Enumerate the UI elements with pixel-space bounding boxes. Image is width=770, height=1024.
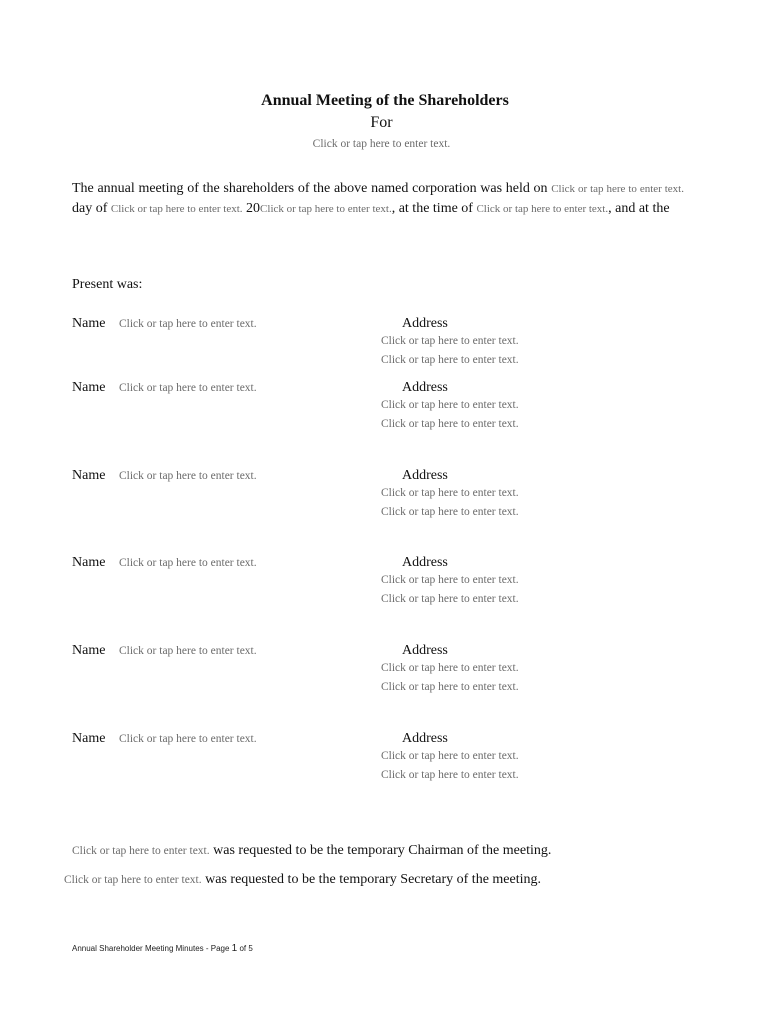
address-line2-field[interactable]: Click or tap here to enter text.	[381, 769, 519, 781]
name-label: Name	[72, 468, 106, 483]
attendee-row	[0, 468, 770, 528]
address-line2-field[interactable]: Click or tap here to enter text.	[381, 593, 519, 605]
footer-prefix: Annual Shareholder Meeting Minutes - Page	[72, 944, 232, 953]
footer-page-total: of 5	[237, 944, 253, 953]
present-label: Present was:	[72, 277, 143, 292]
attendee-row	[0, 555, 770, 615]
address-label: Address	[402, 468, 448, 483]
name-field[interactable]: Click or tap here to enter text.	[119, 733, 257, 745]
intro-text-1: The annual meeting of the shareholders of the above named corporation was held on	[72, 181, 552, 196]
name-field[interactable]: Click or tap here to enter text.	[119, 470, 257, 482]
address-line2-field[interactable]: Click or tap here to enter text.	[381, 681, 519, 693]
address-label: Address	[402, 731, 448, 746]
meeting-time-field[interactable]: Click or tap here to enter text.	[476, 203, 609, 215]
meeting-date-field[interactable]: Click or tap here to enter text.	[551, 183, 684, 195]
footer-page-number: 1	[231, 943, 238, 954]
document-title: Annual Meeting of the Shareholders	[261, 92, 509, 109]
chairman-line	[72, 843, 551, 859]
intro-text-2: day of	[72, 201, 111, 216]
intro-paragraph	[72, 179, 684, 219]
address-line2-field[interactable]: Click or tap here to enter text.	[381, 418, 519, 430]
address-line1-field[interactable]: Click or tap here to enter text.	[381, 574, 519, 586]
secretary-line	[64, 872, 541, 888]
name-label: Name	[72, 380, 106, 395]
name-field[interactable]: Click or tap here to enter text.	[119, 645, 257, 657]
address-line1-field[interactable]: Click or tap here to enter text.	[381, 750, 519, 762]
page-footer	[72, 943, 253, 954]
address-line1-field[interactable]: Click or tap here to enter text.	[381, 487, 519, 499]
attendee-row	[0, 316, 770, 376]
intro-text-3: 20	[242, 201, 261, 216]
address-label: Address	[402, 380, 448, 395]
secretary-name-field[interactable]: Click or tap here to enter text.	[64, 874, 202, 886]
attendee-row	[0, 731, 770, 791]
address-label: Address	[402, 643, 448, 658]
secretary-text: was requested to be the temporary Secretary of the meeting.	[201, 872, 542, 887]
address-line2-field[interactable]: Click or tap here to enter text.	[381, 354, 519, 366]
attendee-row	[0, 643, 770, 703]
corporation-name-field[interactable]: Click or tap here to enter text.	[312, 138, 451, 150]
name-label: Name	[72, 555, 106, 570]
name-label: Name	[72, 731, 106, 746]
name-label: Name	[72, 316, 106, 331]
address-line1-field[interactable]: Click or tap here to enter text.	[381, 662, 519, 674]
address-line2-field[interactable]: Click or tap here to enter text.	[381, 506, 519, 518]
address-line1-field[interactable]: Click or tap here to enter text.	[381, 335, 519, 347]
address-label: Address	[402, 555, 448, 570]
for-label: For	[370, 114, 393, 131]
meeting-month-field[interactable]: Click or tap here to enter text.	[110, 203, 243, 215]
intro-text-4: , at the time of	[391, 201, 477, 216]
attendee-row	[0, 380, 770, 440]
name-field[interactable]: Click or tap here to enter text.	[119, 318, 257, 330]
address-label: Address	[402, 316, 448, 331]
name-field[interactable]: Click or tap here to enter text.	[119, 382, 257, 394]
meeting-year-field[interactable]: Click or tap here to enter text.	[260, 203, 392, 215]
name-field[interactable]: Click or tap here to enter text.	[119, 557, 257, 569]
name-label: Name	[72, 643, 106, 658]
chairman-text: was requested to be the temporary Chairman of the meeting.	[209, 843, 552, 858]
intro-text-5: , and at the	[608, 201, 670, 216]
address-line1-field[interactable]: Click or tap here to enter text.	[381, 399, 519, 411]
chairman-name-field[interactable]: Click or tap here to enter text.	[72, 845, 210, 857]
